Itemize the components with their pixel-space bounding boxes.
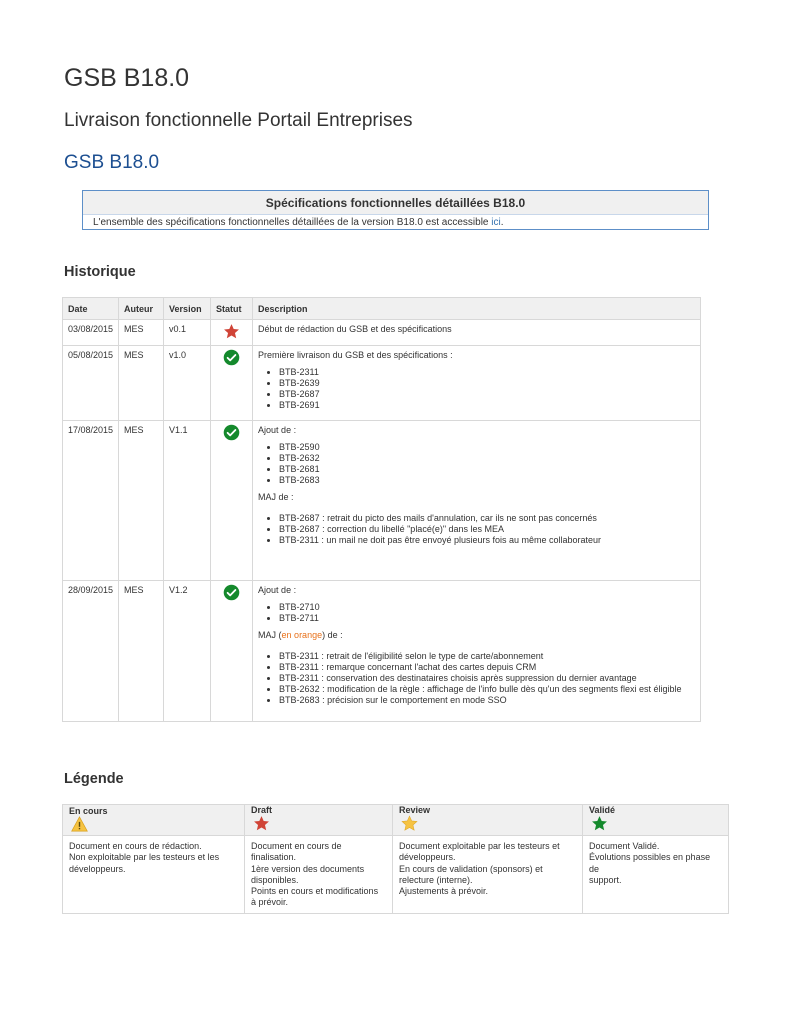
legende-table — [62, 804, 729, 914]
row-description — [253, 581, 701, 722]
legend-description — [393, 836, 583, 914]
ticket-list — [258, 442, 695, 486]
red-star-icon — [251, 815, 386, 832]
row-date: 28/09/2015 — [63, 581, 119, 722]
legend-label: En cours — [69, 806, 108, 816]
legend-line: En cours de validation (sponsors) et — [399, 863, 543, 874]
legend-line: relecture (interne). — [399, 874, 473, 885]
table-row — [63, 421, 701, 581]
list-item: • BTB-2687 : retrait du picto des mails d'annulation, car ils ne sont pas concernés — [279, 513, 695, 524]
legend-line: Non exploitable par les testeurs et les — [69, 852, 220, 863]
list-item: • BTB-2683 : précision sur le comportement en mode SSO — [279, 695, 695, 706]
table-row — [63, 346, 701, 421]
list-item: • BTB-2687 : correction du libellé "placé(e)" dans les MEA — [279, 524, 695, 535]
maj-prefix: MAJ ( — [258, 630, 282, 640]
row-intro: Première livraison du GSB et des spécifications : — [258, 350, 453, 360]
list-item: • BTB-2311 — [279, 367, 695, 378]
ticket-list — [258, 367, 695, 411]
legend-line: Document en cours de — [251, 841, 342, 851]
row-date: 17/08/2015 — [63, 421, 119, 581]
row-author: MES — [119, 346, 164, 421]
spec-panel — [82, 190, 709, 230]
table-header-row — [63, 805, 729, 836]
row-status — [211, 346, 253, 421]
list-item: • BTB-2311 : retrait de l'éligibilité selon le type de carte/abonnement — [279, 651, 695, 662]
legend-line: à prévoir. — [251, 897, 289, 908]
spec-panel-title: Spécifications fonctionnelles détaillées B18.0 — [83, 191, 708, 215]
green-check-icon — [223, 349, 240, 366]
maj-orange-text: en orange — [281, 630, 323, 640]
spec-panel-text: L'ensemble des spécifications fonctionnelles détaillées de la version B18.0 est accessible — [93, 217, 492, 228]
legend-review — [393, 805, 583, 836]
list-item: • BTB-2681 — [279, 464, 695, 475]
row-version: v0.1 — [164, 320, 211, 346]
list-item: • BTB-2311 : un mail ne doit pas être envoyé plusieurs fois au même collaborateur — [279, 535, 695, 546]
legend-label: Review — [399, 805, 431, 815]
row-author: MES — [119, 581, 164, 722]
list-item: • BTB-2711 — [279, 613, 695, 624]
legend-line: Document en cours de rédaction. — [69, 841, 202, 851]
table-row — [63, 836, 729, 914]
legend-line: Ajustements à prévoir. — [399, 886, 489, 897]
list-item: • BTB-2683 — [279, 475, 695, 486]
legend-line: disponibles. — [251, 874, 299, 885]
maj-label: MAJ de : — [258, 492, 294, 502]
legende-title: Légende — [64, 771, 124, 787]
legend-line: support. — [589, 874, 622, 885]
row-status — [211, 581, 253, 722]
historique-title: Historique — [64, 264, 136, 280]
page-title: GSB B18.0 — [64, 64, 190, 92]
legend-valide — [583, 805, 729, 836]
legend-line: 1ère version des documents — [251, 863, 365, 874]
list-item: • BTB-2590 — [279, 442, 695, 453]
legend-description — [583, 836, 729, 914]
list-item: • BTB-2691 — [279, 400, 695, 411]
section-heading: GSB B18.0 — [64, 152, 160, 173]
row-version: V1.1 — [164, 421, 211, 581]
maj-suffix: ) de : — [322, 630, 343, 640]
table-header-row — [63, 298, 701, 320]
list-item: • BTB-2311 : remarque concernant l'achat des cartes depuis CRM — [279, 662, 695, 673]
legend-line: développeurs. — [399, 852, 456, 863]
maj-list — [258, 513, 695, 546]
row-intro: Ajout de : — [258, 425, 297, 435]
legend-line: Évolutions possibles en phase de — [589, 852, 711, 874]
legend-line: Document Validé. — [589, 841, 660, 851]
row-date: 03/08/2015 — [63, 320, 119, 346]
list-item: • BTB-2311 : conservation des destinataires choisis après suppression du dernier avantage — [279, 673, 695, 684]
row-description — [253, 421, 701, 581]
row-version: v1.0 — [164, 346, 211, 421]
row-intro: Ajout de : — [258, 585, 297, 595]
green-check-icon — [223, 424, 240, 441]
legend-line: développeurs. — [69, 863, 126, 874]
col-version: Version — [164, 298, 211, 320]
legend-en-cours — [63, 805, 245, 836]
green-star-icon — [589, 815, 722, 832]
warning-icon — [69, 816, 238, 832]
spec-link[interactable]: ici — [491, 217, 501, 228]
row-author: MES — [119, 320, 164, 346]
row-author: MES — [119, 421, 164, 581]
row-intro: Début de rédaction du GSB et des spécifications — [258, 324, 452, 334]
green-check-icon — [223, 584, 240, 601]
legend-description — [245, 836, 393, 914]
legend-description — [63, 836, 245, 914]
ticket-list — [258, 602, 695, 624]
table-row — [63, 320, 701, 346]
row-version: V1.2 — [164, 581, 211, 722]
row-status — [211, 320, 253, 346]
maj-list — [258, 651, 695, 706]
legend-line: Points en cours et modifications — [251, 886, 379, 897]
spec-panel-body — [83, 215, 708, 231]
legend-label: Validé — [589, 805, 616, 815]
yellow-star-icon — [399, 815, 576, 832]
legend-label: Draft — [251, 805, 273, 815]
list-item: • BTB-2632 : modification de la règle : affichage de l'info bulle dès qu'un des segments flexi est éligible — [279, 684, 695, 695]
table-row — [63, 581, 701, 722]
row-description — [253, 320, 701, 346]
row-description — [253, 346, 701, 421]
list-item: • BTB-2632 — [279, 453, 695, 464]
page-subtitle: Livraison fonctionnelle Portail Entreprises — [64, 110, 413, 131]
list-item: • BTB-2687 — [279, 389, 695, 400]
col-statut: Statut — [211, 298, 253, 320]
row-status — [211, 421, 253, 581]
list-item: • BTB-2710 — [279, 602, 695, 613]
historique-table — [62, 297, 701, 722]
legend-line: finalisation. — [251, 852, 297, 863]
spec-panel-period: . — [500, 217, 504, 228]
red-star-icon — [223, 323, 240, 340]
maj-label — [258, 630, 695, 641]
list-item: • BTB-2639 — [279, 378, 695, 389]
col-auteur: Auteur — [119, 298, 164, 320]
col-description: Description — [253, 298, 701, 320]
row-date: 05/08/2015 — [63, 346, 119, 421]
legend-draft — [245, 805, 393, 836]
col-date: Date — [63, 298, 119, 320]
legend-line: Document exploitable par les testeurs et — [399, 841, 560, 851]
